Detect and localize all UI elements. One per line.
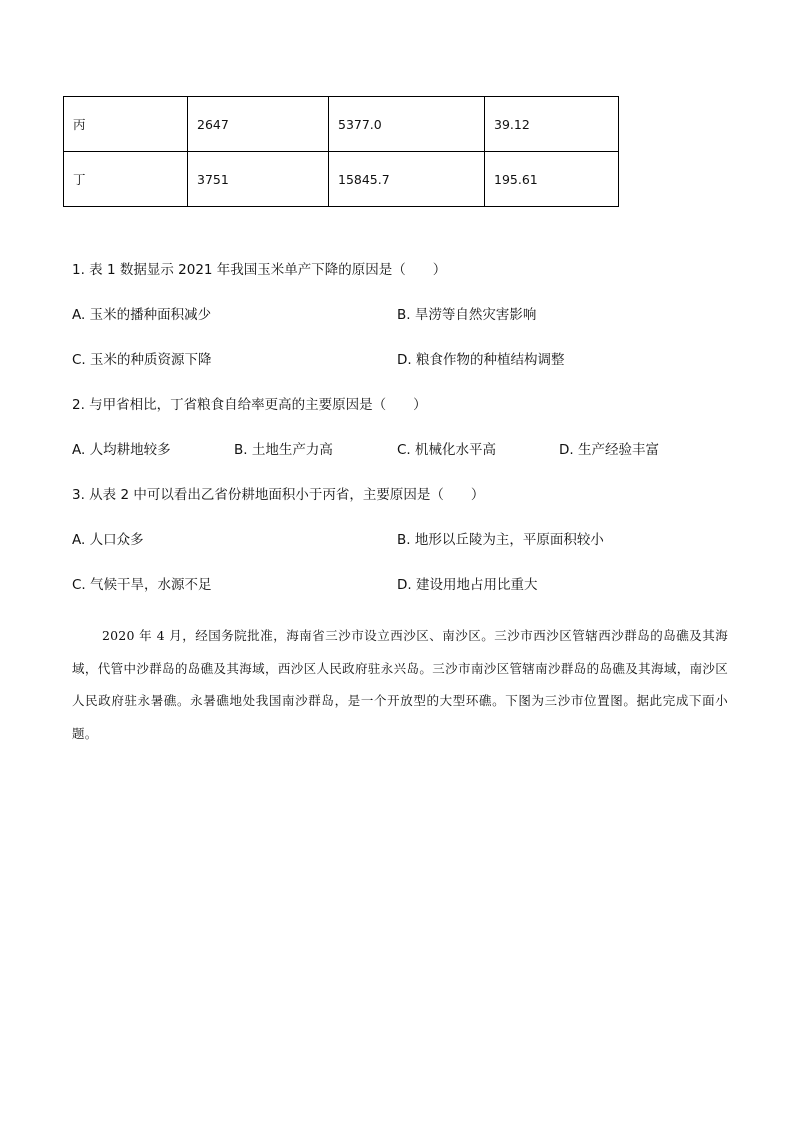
question-1-stem: 1. 表 1 数据显示 2021 年我国玉米单产下降的原因是（ ） xyxy=(72,262,447,278)
question-3-stem: 3. 从表 2 中可以看出乙省份耕地面积小于丙省，主要原因是（ ） xyxy=(72,487,485,503)
table-cell-province: 丁 xyxy=(64,152,188,207)
question-2-option-a: A. 人均耕地较多 xyxy=(72,442,171,458)
question-2-option-b: B. 土地生产力高 xyxy=(234,442,333,458)
question-1-option-b: B. 旱涝等自然灾害影响 xyxy=(397,307,537,323)
data-table xyxy=(63,96,619,207)
question-1-option-d: D. 粮食作物的种植结构调整 xyxy=(397,352,565,368)
table-cell: 195.61 xyxy=(485,152,619,207)
question-3-option-a: A. 人口众多 xyxy=(72,532,144,548)
question-1-option-a: A. 玉米的播种面积减少 xyxy=(72,307,212,323)
table-cell: 39.12 xyxy=(485,97,619,152)
question-3-option-c: C. 气候干旱，水源不足 xyxy=(72,577,212,593)
question-2-option-d: D. 生产经验丰富 xyxy=(559,442,659,458)
question-2-option-c: C. 机械化水平高 xyxy=(397,442,497,458)
question-1-option-c: C. 玉米的种质资源下降 xyxy=(72,352,212,368)
table-cell: 3751 xyxy=(188,152,329,207)
table-row xyxy=(64,152,619,207)
table-cell: 5377.0 xyxy=(329,97,485,152)
reading-passage: 2020 年 4 月，经国务院批准，海南省三沙市设立西沙区、南沙区。三沙市西沙区管辖西沙群岛的岛礁及其海域，代管中沙群岛的岛礁及其海域，西沙区人民政府驻永兴岛。三沙市南沙区管辖南沙群岛的岛礁及其海域，南沙区人民政府驻永暑礁。永暑礁地处我国南沙群岛，是一个开放型的大型环礁。下图为三沙市位置图。据此完成下面小题。 xyxy=(72,628,728,741)
table-cell: 15845.7 xyxy=(329,152,485,207)
table-row xyxy=(64,97,619,152)
question-3-option-d: D. 建设用地占用比重大 xyxy=(397,577,538,593)
question-3-option-b: B. 地形以丘陵为主，平原面积较小 xyxy=(397,532,604,548)
table-cell-province: 丙 xyxy=(64,97,188,152)
question-2-stem: 2. 与甲省相比，丁省粮食自给率更高的主要原因是（ ） xyxy=(72,397,427,413)
table-cell: 2647 xyxy=(188,97,329,152)
